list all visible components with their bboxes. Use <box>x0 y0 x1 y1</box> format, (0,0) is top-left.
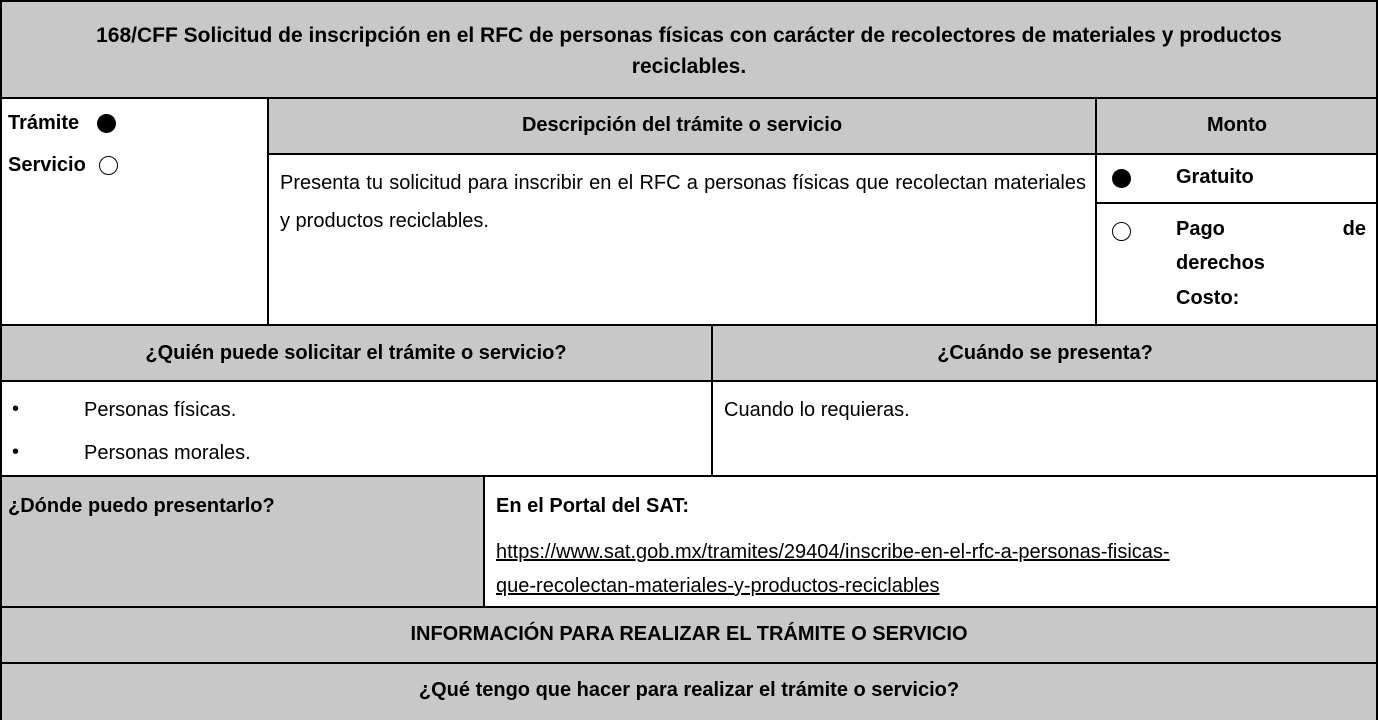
portal-url-line-1[interactable]: https://www.sat.gob.mx/tramites/29404/inscribe-en-el-rfc-a-personas-fisicas- <box>496 541 1170 563</box>
descripcion-header: Descripción del trámite o servicio <box>521 114 843 136</box>
line-quien-header-bottom <box>0 380 1378 382</box>
page-title: 168/CFF Solicitud de inscripción en el RFC de personas físicas con carácter de recolectores de materiales y productos reciclables. <box>96 24 1282 78</box>
servicio-option <box>8 152 258 179</box>
pago-label-c: derechos <box>1176 252 1265 274</box>
quien-header: ¿Quién puede solicitar el trámite o servicio? <box>145 342 567 364</box>
tramite-option <box>8 110 258 137</box>
line-top <box>0 0 1378 2</box>
line-tipo-right <box>267 97 269 325</box>
line-left <box>0 0 2 720</box>
info-header: INFORMACIÓN PARA REALIZAR EL TRÁMITE O SERVICIO <box>410 623 968 645</box>
tramite-radio-filled-icon <box>97 114 116 133</box>
line-title-bottom <box>0 97 1378 99</box>
line-desc-right <box>1095 97 1097 325</box>
que-hacer-header: ¿Qué tengo que hacer para realizar el trámite o servicio? <box>418 679 960 701</box>
line-donde-bottom <box>0 606 1378 608</box>
line-row1-bottom <box>0 324 1378 326</box>
line-desc-header-bottom <box>268 153 1378 155</box>
quien-item-2: Personas morales. <box>84 442 251 464</box>
pago-label-b: de <box>1342 218 1366 240</box>
tramite-label: Trámite <box>8 112 80 134</box>
quien-item-1: Personas físicas. <box>84 399 237 421</box>
quien-bullet-2: • <box>12 441 20 463</box>
line-info-bottom <box>0 662 1378 664</box>
pago-label-a: Pago <box>1176 218 1225 240</box>
costo-label: Costo: <box>1176 287 1240 309</box>
servicio-label: Servicio <box>8 154 86 176</box>
pago-radio-empty-icon <box>1112 222 1131 241</box>
portal-label: En el Portal del SAT: <box>496 495 689 517</box>
descripcion-text: Presenta tu solicitud para inscribir en el RFC a personas físicas que recolectan materiales y productos reciclables. <box>280 172 1086 232</box>
monto-header: Monto <box>1207 114 1267 136</box>
portal-url-line-2[interactable]: que-recolectan-materiales-y-productos-reciclables <box>496 575 940 597</box>
line-quien-right <box>711 324 713 476</box>
donde-label: ¿Dónde puedo presentarlo? <box>8 495 275 517</box>
line-quien-bottom <box>0 475 1378 477</box>
servicio-radio-empty-icon <box>99 156 118 175</box>
gratuito-radio-filled-icon <box>1112 169 1131 188</box>
cuando-text: Cuando lo requieras. <box>724 399 910 421</box>
line-donde-right <box>483 475 485 607</box>
gratuito-label: Gratuito <box>1176 166 1254 188</box>
cuando-header: ¿Cuándo se presenta? <box>937 342 1153 364</box>
quien-bullet-1: • <box>12 398 20 420</box>
portal-url[interactable] <box>496 535 1366 603</box>
line-gratuito-bottom <box>1096 202 1378 204</box>
